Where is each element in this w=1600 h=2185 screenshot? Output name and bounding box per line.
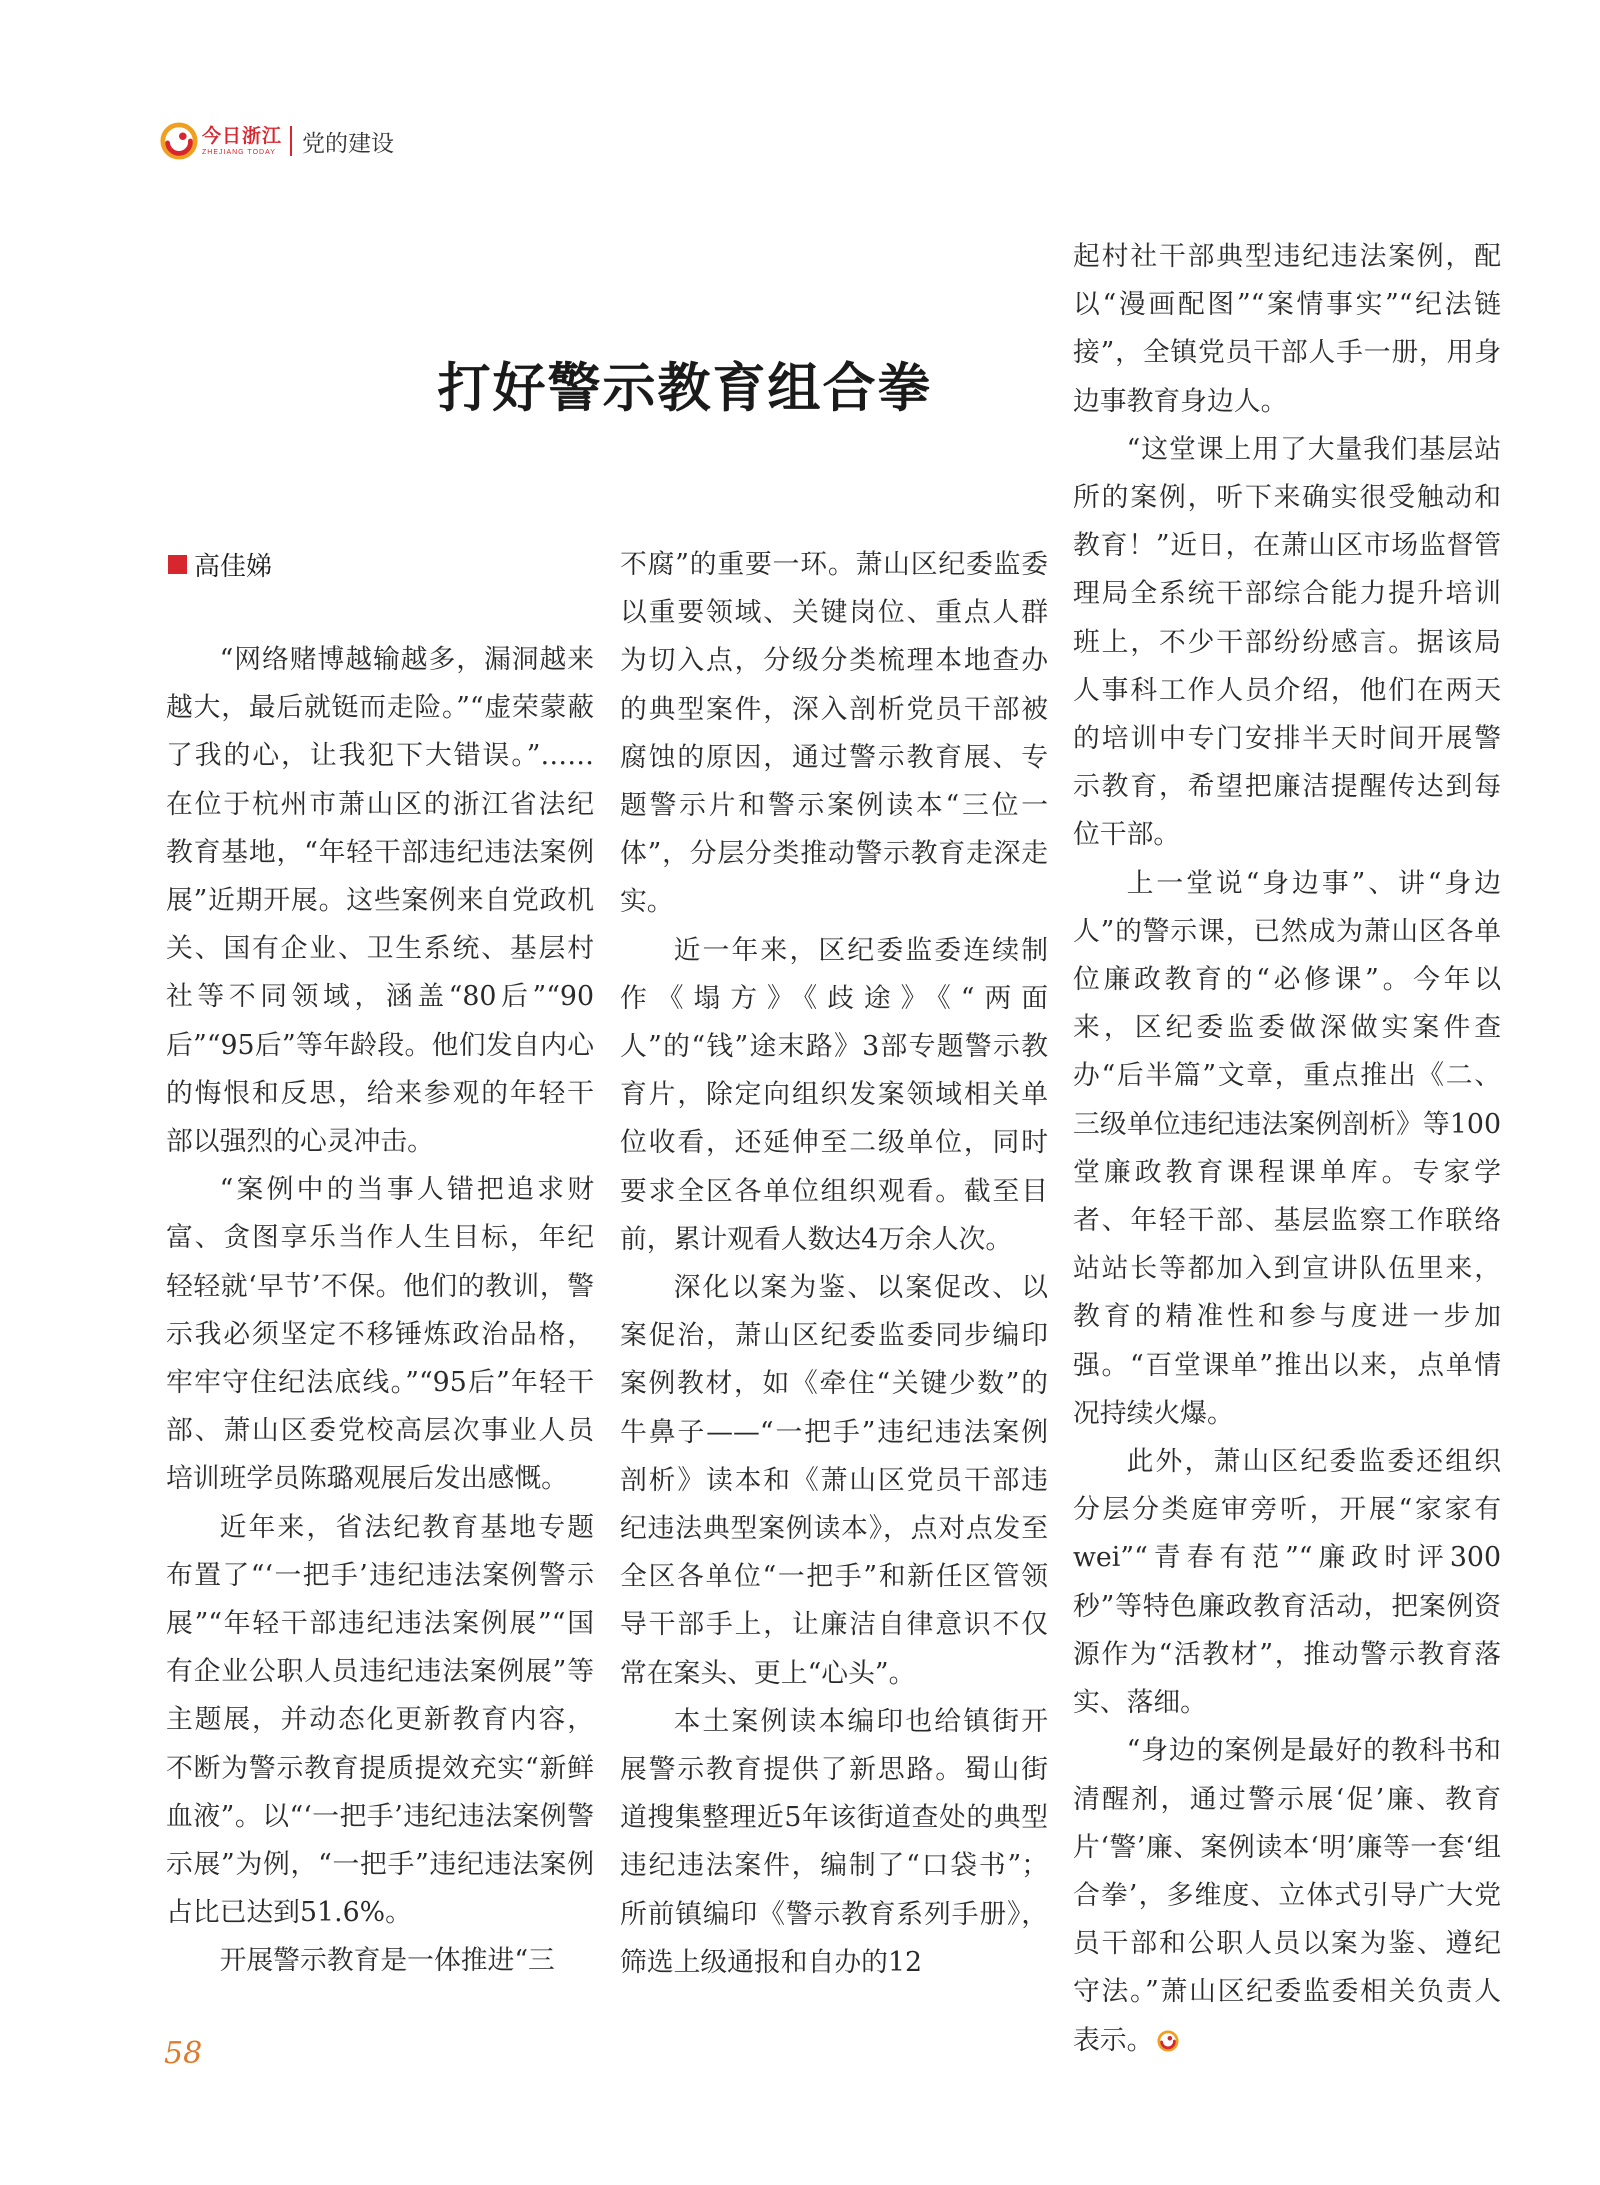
text-column-2 [620, 541, 1048, 1987]
paragraph: 此外，萧山区纪委监委还组织分层分类庭审旁听，开展“家家有wei”“青春有范”“廉政时评300秒”等特色廉政教育活动，把案例资源作为“活教材”，推动警示教育落实、落细。 [1073, 1446, 1501, 1719]
paragraph: 开展警示教育是一体推进“三 [219, 1945, 555, 1977]
paragraph: “网络赌博越输越多，漏洞越来越大，最后就铤而走险。”“虚荣蒙蔽了我的心，让我犯下大错误。”……在位于杭州市萧山区的浙江省法纪教育基地，“年轻干部违纪违法案例展”近期开展。这些案例来自党政机关、国有企业、卫生系统、基层村社等不同领域，涵盖“80后”“90后”“95后”等年龄段。他们发自内心的悔恨和反思，给来参观的年轻干部以强烈的心灵冲击。 [166, 644, 594, 1158]
author-name: 高佳娣 [194, 552, 273, 582]
swirl-logo-icon [160, 122, 198, 160]
paragraph: 本土案例读本编印也给镇街开展警示教育提供了新思路。蜀山街道搜集整理近5年该街道查处的典型违纪违法案件，编制了“口袋书”；所前镇编印《警示教育系列手册》，筛选上级通报和自办的12 [620, 1705, 1048, 1978]
end-of-article-icon [1157, 2030, 1179, 2052]
magazine-logo [160, 122, 282, 160]
paragraph: 近一年来，区纪委监委连续制作《塌方》《歧途》《“两面人”的“钱”途末路》3部专题警示教育片，除定向组织发案领域相关单位收看，还延伸至二级单位，同时要求全区各单位组织观看。截至目前，累计观看人数达4万余人次。 [620, 934, 1048, 1255]
text-column-3 [1073, 233, 1501, 2065]
logo-text-en: ZHEJIANG TODAY [202, 148, 276, 156]
paragraph: 不腐”的重要一环。萧山区纪委监委以重要领域、关键岗位、重点人群为切入点，分级分类梳理本地查办的典型案件，深入剖析党员干部被腐蚀的原因，通过警示教育展、专题警示片和警示案例读本“三位一体”，分层分类推动警示教育走深走实。 [620, 549, 1048, 918]
paragraph: 深化以案为鉴、以案促改、以案促治，萧山区纪委监委同步编印案例教材，如《牵住“关键少数”的牛鼻子——“一把手”违纪违法案例剖析》读本和《萧山区党员干部违纪违法典型案例读本》，点对点发至全区各单位“一把手”和新任区管领导干部手上，让廉洁自律意识不仅常在案头、更上“心头”。 [620, 1272, 1048, 1689]
byline [168, 546, 272, 583]
logo-text-cn: 今日浙江 [202, 124, 283, 147]
author-square-icon [168, 555, 187, 574]
paragraph: “案例中的当事人错把追求财富、贪图享乐当作人生目标，年纪轻轻就‘早节’不保。他们的教训，警示我必须坚定不移锤炼政治品格，牢牢守住纪法底线。”“95后”年轻干部、萧山区委党校高层次事业人员培训班学员陈璐观展后发出感慨。 [166, 1174, 594, 1495]
paragraph: “这堂课上用了大量我们基层站所的案例，听下来确实很受触动和教育！”近日，在萧山区市场监督管理局全系统干部综合能力提升培训班上，不少干部纷纷感言。据该局人事科工作人员介绍，他们在两天的培训中专门安排半天时间开展警示教育，希望把廉洁提醒传达到每位干部。 [1073, 433, 1501, 851]
article-title: 打好警示教育组合拳 [437, 357, 933, 419]
paragraph-text: “身边的案例是最好的教科书和清醒剂，通过警示展‘促’廉、教育片‘警’廉、案例读本‘明’廉等一套‘组合拳’，多维度、立体式引导广大党员干部和公职人员以案为鉴、遵纪守法。”萧山区纪委监委相关负责人表示。 [1073, 1735, 1501, 2056]
page-number: 58 [164, 2036, 203, 2071]
paragraph: 起村社干部典型违纪违法案例，配以“漫画配图”“案情事实”“纪法链接”，全镇党员干部人手一册，用身边事教育身边人。 [1073, 241, 1501, 417]
last-paragraph [1073, 1727, 1501, 2064]
text-column-1 [166, 636, 594, 1986]
section-label: 党的建设 [302, 130, 395, 157]
header-divider [290, 126, 292, 156]
paragraph: 近年来，省法纪教育基地专题布置了“‘一把手’违纪违法案例警示展”“年轻干部违纪违法案例展”“国有企业公职人员违纪违法案例展”等主题展，并动态化更新教育内容，不断为警示教育提质提效充实“新鲜血液”。以“‘一把手’违纪违法案例警示展”为例，“一把手”违纪违法案例占比已达到51.6%。 [166, 1511, 594, 1929]
paragraph: 上一堂说“身边事”、讲“身边人”的警示课，已然成为萧山区各单位廉政教育的“必修课”。今年以来，区纪委监委做深做实案件查办“后半篇”文章，重点推出《二、三级单位违纪违法案例剖析》等100堂廉政教育课程课单库。专家学者、年轻干部、基层监察工作联络站站长等都加入到宣讲队伍里来，教育的精准性和参与度进一步加强。“百堂课单”推出以来，点单情况持续火爆。 [1073, 867, 1501, 1429]
page-header [160, 118, 394, 164]
